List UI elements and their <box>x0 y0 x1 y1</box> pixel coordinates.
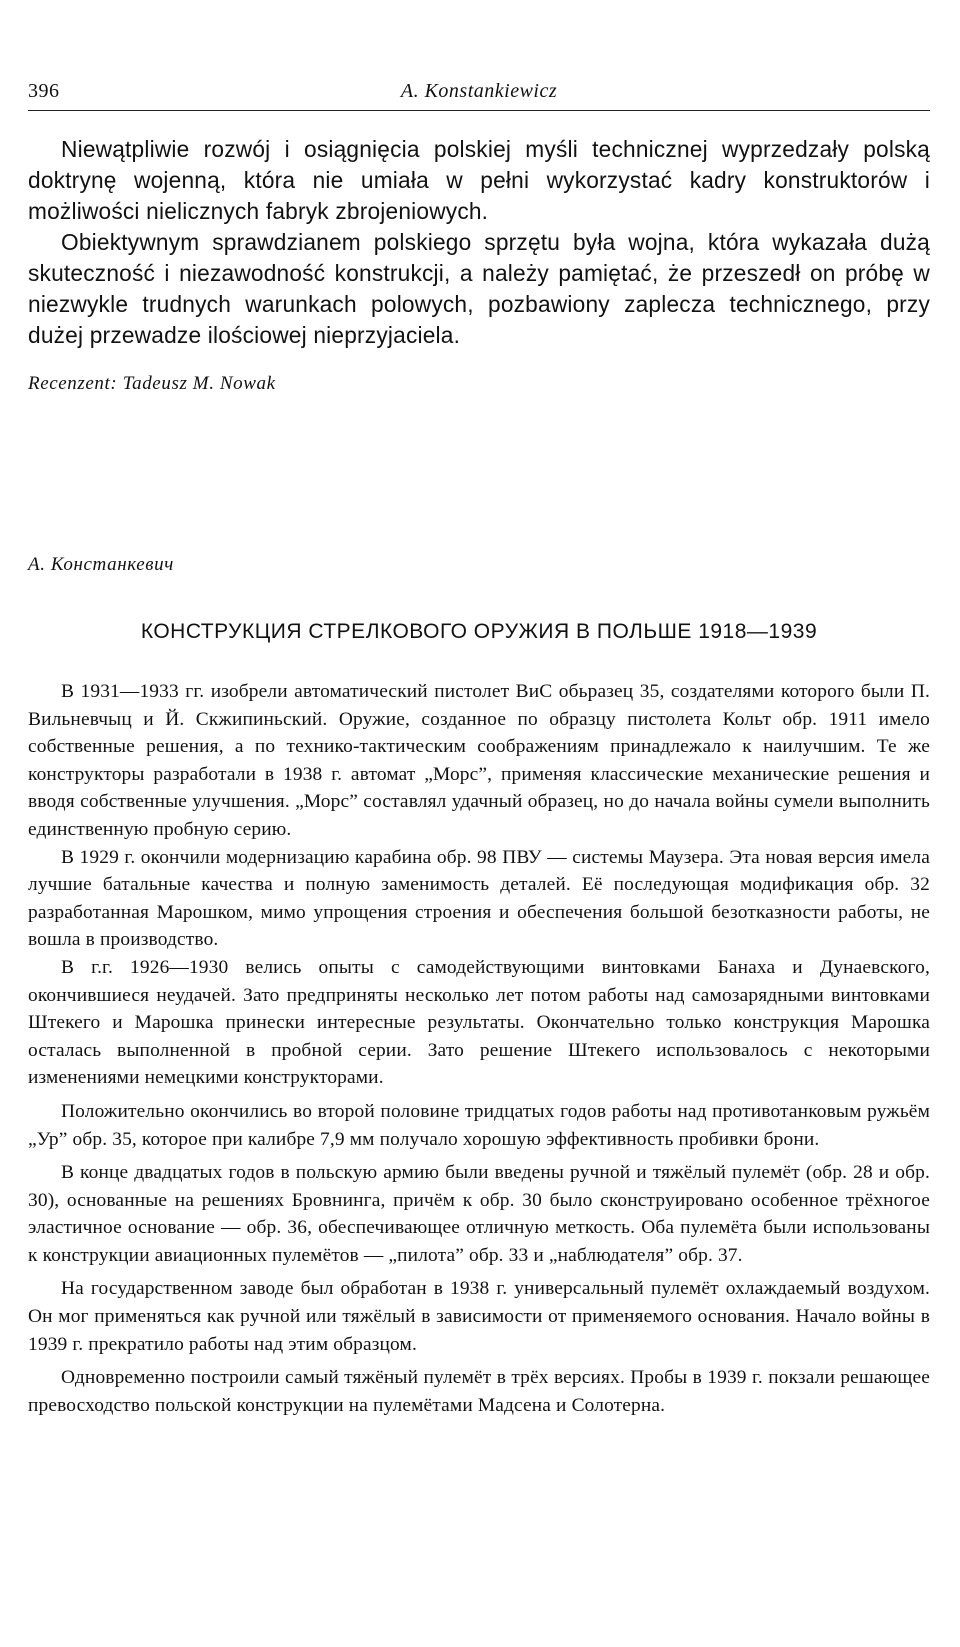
russian-paragraph: На государственном заводе был обработан в 1938 г. универсальный пулемёт охлаждаемый воздухом. Он мог применяться как ручной или тяжёлый в зависимости от применяемого основания. Начало войны в 1939 г. прекратило работы над этим образцом. <box>28 1278 930 1355</box>
polish-paragraph: Obiektywnym sprawdzianem polskiego sprzętu była wojna, która wykazała dużą skuteczność i niezawodność konstrukcji, a należy pamiętać, że przeszedł on próbę w niezwykle trudnych warunkach polowych, pozbawiony zaplecza technicznego, przy dużej przewadze ilościowej nieprzyjaciela. <box>28 229 930 348</box>
russian-summary-title: КОНСТРУКЦИЯ СТРЕЛКОВОГО ОРУЖИЯ В ПОЛЬШЕ 1918—1939 <box>140 620 818 643</box>
russian-summary-author: А. Констанкевич <box>28 554 174 575</box>
russian-paragraph: В г.г. 1926—1930 велись опыты с самодействующими винтовками Банаха и Дунаевского, окончившиеся неудачей. Зато предприняты несколько лет потом работы над самозарядными винтовками Штекего и Марошка принески интересные результаты. Окончательно только конструкция Марошка осталась выполненной в пробной серии. Зато решение Штекего использовалось с некоторыми изменениями немецкими конструкторами. <box>28 956 930 1089</box>
russian-paragraph: В 1931—1933 гг. изобрели автоматический пистолет ВиС обьразец 35, создателями которого были П. Вильневчыц и Й. Скжипиньский. Оружие, созданное по образцу пистолета Кольт обр. 1911 имело собственные решения, а по технико-тактическим соображениям принадлежало к наилучшим. Те же конструкторы разработали в 1938 г. автомат „Морс”, применяя классические механические решения и вводя собственные улучшения. „Морс” составлял удачный образец, но до начала войны сумели выполнить единственную пробную серию. <box>28 681 930 840</box>
polish-paragraph: Niewątpliwie rozwój i osiągnięcia polskiej myśli technicznej wyprzedzały polską doktrynę wojenną, która nie umiała w pełni wykorzystać kadry konstruktorów i możliwości nielicznych fabryk zbrojeniowych. <box>28 136 930 224</box>
reviewer-credit: Recenzent: Tadeusz M. Nowak <box>28 373 276 394</box>
document-page <box>28 0 930 1419</box>
russian-paragraph: В 1929 г. окончили модернизацию карабина обр. 98 ПВУ — системы Маузера. Эта новая версия имела лучшие батальные качества и полную заменимость деталей. Её последующая модификация обр. 32 разработанная Марошком, мимо упрощения строения и обеспечения большой безотказности работы, не вошла в производство. <box>28 846 930 951</box>
russian-paragraph: Одновременно построили самый тяжёный пулемёт в трёх версиях. Пробы в 1939 г. покзали решающее превосходство польской конструкции на пулемётами Мадсена и Солотерна. <box>28 1367 930 1416</box>
russian-summary-body <box>28 678 930 1419</box>
page-number: 396 <box>28 80 60 102</box>
russian-paragraph: В конце двадцатых годов в польскую армию были введены ручной и тяжёлый пулемёт (обр. 28 и обр. 30), основанные на решениях Бровнинга, причём к обр. 30 было сконструировано особенное трёхногое эластичное основание — обр. 36, обеспечивающее отличную меткость. Оба пулемёта были использованы к конструкции авиационных пулемётов — „пилота” обр. 33 и „наблюдателя” обр. 37. <box>28 1162 930 1266</box>
running-header <box>28 74 930 111</box>
running-title: A. Konstankiewicz <box>400 80 558 102</box>
polish-article-ending <box>28 134 930 351</box>
russian-paragraph: Положительно окончились во второй половине тридцатых годов работы над противотанковым ружьём „Ур” обр. 35, которое при калибре 7,9 мм получало хорошую эффективность пробивки брони. <box>28 1100 930 1150</box>
